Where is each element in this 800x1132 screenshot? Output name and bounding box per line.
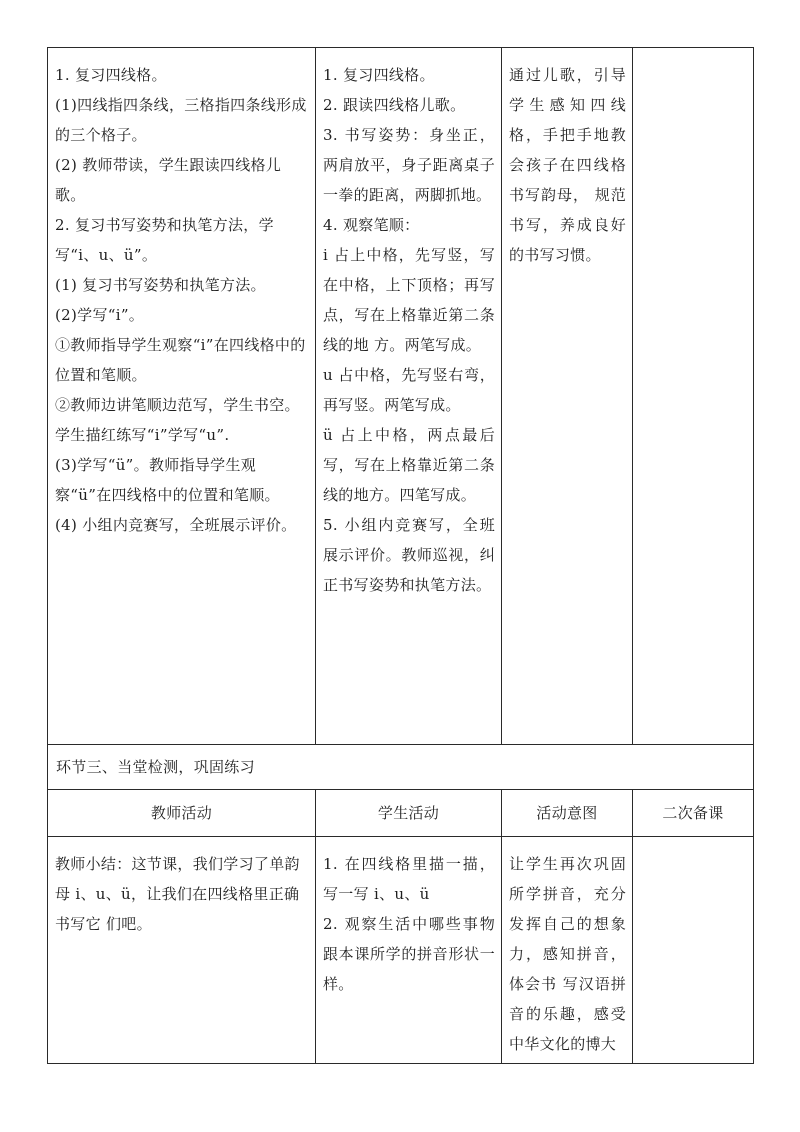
student-activity-cell [316,48,502,745]
teacher-line: (2) 教师带读，学生跟读四线格儿歌。 [55,156,282,204]
student-line: 1. 复习四线格。 [323,66,435,84]
teacher-line: 2. 复习书写姿势和执笔方法，学写“i、u、ü”。 [55,216,274,264]
header-second-prep: 二次备课 [633,790,754,837]
teacher-line: (3)学写“ü”。教师指导学生观察“ü”在四线格中的位置和笔顺。 [55,456,280,504]
student-line: 4. 观察笔顺： [323,216,420,234]
activity-row-3 [48,837,754,1064]
teacher-line: (4) 小组内竞赛写，全班展示评价。 [55,516,297,534]
student-line: 5. 小组内竞赛写，全班展示评价。教师巡视，纠正书写姿势和执笔方法。 [323,516,495,594]
teacher-activity-cell [48,837,316,1064]
lesson-plan-table [47,47,754,1064]
header-teacher: 教师活动 [48,790,316,837]
teacher-line: (2)学写“i”。 [55,306,145,324]
student-line: 1. 在四线格里描一描，写一写 i、u、ü [323,855,495,903]
activity-intent-cell [502,48,633,745]
student-line: i 占上中格，先写竖，写在中格，上下顶格；再写点，写在上格靠近第二条线的地 方。两笔写成。 [323,246,495,354]
student-line: 2. 跟读四线格儿歌。 [323,96,466,114]
teacher-line: (1) 复习书写姿势和执笔方法。 [55,276,266,294]
teacher-activity-cell [48,48,316,745]
teacher-line: 1. 复习四线格。 [55,66,167,84]
student-line: u 占中格，先写竖右弯，再写竖。两笔写成。 [323,366,495,414]
header-student: 学生活动 [316,790,502,837]
column-header-row [48,790,754,837]
section-row [48,745,754,790]
teacher-text: 教师小结：这节课，我们学习了单韵母 i、u、ü，让我们在四线格里正确书写它 们吧。 [55,855,300,933]
teacher-line: ②教师边讲笔顺边范写，学生书空。学生描红练写“i”学写“u”. [55,396,300,444]
student-line: 3. 书写姿势：身坐正，两肩放平，身子距离桌子一拳的距离，两脚抓地。 [323,126,495,204]
second-prep-cell [633,48,754,745]
second-prep-cell [633,837,754,1064]
intent-text: 通过儿歌，引导学生感知四线格，手把手地教会孩子在四线格书写韵母， 规范书写，养成良好的书写习惯。 [509,66,626,264]
activity-intent-cell [502,837,633,1064]
student-activity-cell [316,837,502,1064]
activity-row-1 [48,48,754,745]
section-title-cell [48,745,754,790]
teacher-line: (1)四线指四条线，三格指四条线形成的三个格子。 [55,96,307,144]
student-line: 2. 观察生活中哪些事物跟本课所学的拼音形状一样。 [323,915,495,993]
teacher-line: ①教师指导学生观察“i”在四线格中的位置和笔顺。 [55,336,306,384]
header-intent: 活动意图 [502,790,633,837]
section-title: 环节三、当堂检测，巩固练习 [56,758,255,776]
student-line: ü 占上中格，两点最后写，写在上格靠近第二条线的地方。四笔写成。 [323,426,495,504]
intent-text: 让学生再次巩固所学拼音，充分发挥自己的想象力，感知拼音，体会书 写汉语拼音的乐趣，感受中华文化的博大 [509,855,626,1053]
